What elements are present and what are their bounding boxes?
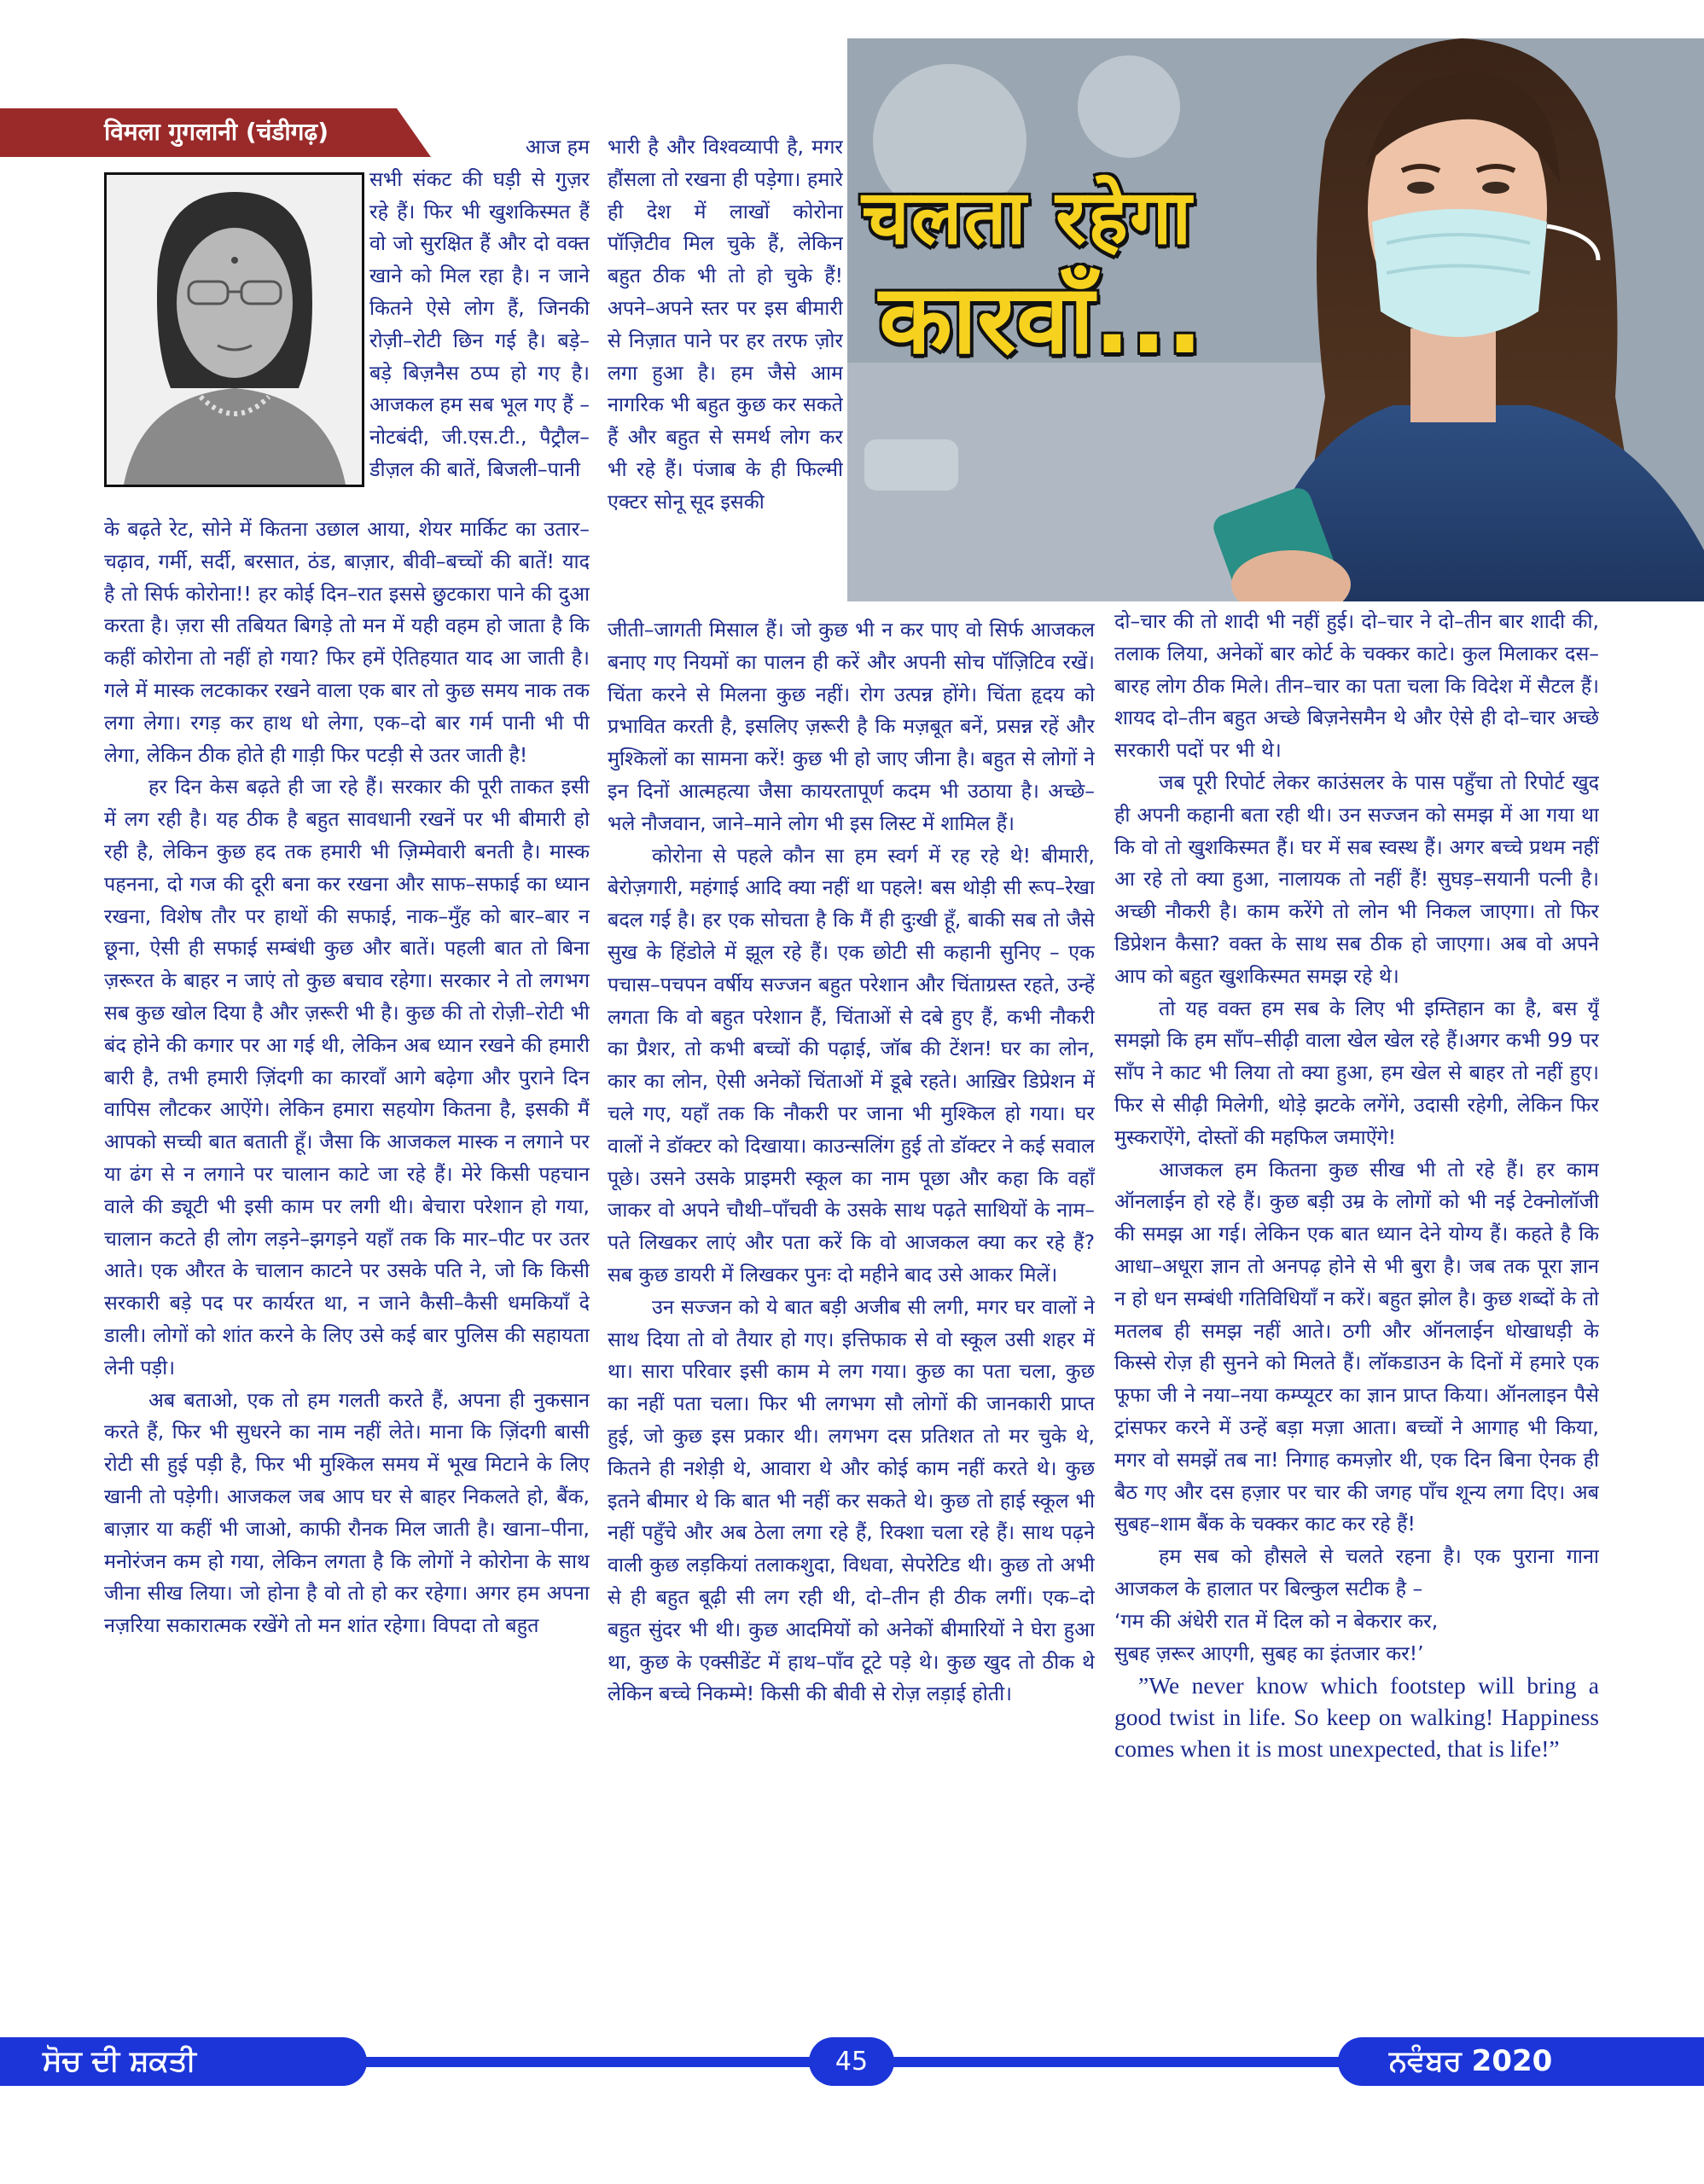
column-3-paragraph-4: आजकल हम कितना कुछ सीख भी तो रहे हैं। हर काम ऑनलाईन हो रहे हैं। कुछ बड़ी उम्र के लोगों को भी नई टेक्नोलॉजी की समझ आ गई। लेकिन एक बात ध्यान देने योग्य हैं। कहते है कि आधा–अधूरा ज्ञान तो अनपढ़ होने से भी बुरा है। जब तक पूरा ज्ञान न हो धन सम्बंधी गतिविधियाँ न करें। बहुत झोल है। कुछ शब्दों के तो मतलब ही समझ नहीं आते। ठगी और ऑनलाईन धोखाधड़ी के किस्से रोज़ ही सुनने को मिलते हैं। लॉकडाउन के दिनों में हमारे एक फूफा जी ने नया–नया कम्प्यूटर का ज्ञान प्राप्त किया। ऑनलाइन पैसे ट्रांसफर करने में उन्हें बड़ा मज़ा आता। बच्चों ने आगाह भी किया, मगर वो समझें तब ना! निगाह कमज़ोर थी, एक दिन बिना ऐनक ही बैठ गए और दस हज़ार पर चार की जगह पाँच शून्य लगा दिए। अब सुबह–शाम बैंक के चक्कर काट कर रहे हैं! — [1114, 1157, 1599, 1536]
author-name: विमला गुगलानी (चंडीगढ़) — [104, 118, 329, 146]
column-1-opening: आज हम — [525, 135, 590, 159]
column-2-paragraph-2: जीती–जागती मिसाल हैं। जो कुछ भी न कर पाए वो सिर्फ आजकल बनाए गए नियमों का पालन ही करें और अपनी सोच पॉज़िटिव रखें। चिंता करने से मिलना कुछ नहीं। रोग उत्पन्न होंगे। चिंता हृदय को प्रभावित करती है, इसलिए ज़रूरी है कि मज़बूत बनें, प्रसन्न रहें और मुश्किलों का सामना करें! कुछ भी हो जाए जीना है। बहुत से लोगों ने इन दिनों आत्महत्या जैसा कायरतापूर्ण कदम भी उठाया है। अच्छे–भले नौजवान, जाने–माने लोग भी इस लिस्ट में शामिल हैं। — [608, 618, 1095, 835]
column-3 — [1114, 606, 1599, 2025]
author-photo — [104, 172, 364, 487]
column-1-flow-top — [369, 164, 590, 486]
article-headline — [862, 171, 1340, 375]
column-1-paragraph-2: हर दिन केस बढ़ते ही जा रहे हैं। सरकार की पूरी ताकत इसी में लग रही है। यह ठीक है बहुत सावधानी रखनें पर भी बीमारी हो रही है, लेकिन कुछ हद तक हमारी भी ज़िम्मेवारी बनती है। मास्क पहनना, दो गज की दूरी बना कर रखना और साफ–सफाई का ध्यान रखना, विशेष तौर पर हाथों की सफाई, नाक–मुँह को बार–बार न छूना, ऐसी ही सफाई सम्बंधी कुछ और बातें। पहली बात तो बिना ज़रूरत के बाहर न जाएं तो कुछ बचाव रहेगा। सरकार ने तो लगभग सब कुछ खोल दिया है और ज़रूरी भी है। कुछ की तो रोज़ी–रोटी भी बंद होने की कगार पर आ गई थी, लेकिन अब ध्यान रखने की हमारी बारी है, तभी हमारी ज़िंदगी का कारवाँ आगे बढ़ेगा और पुराने दिन वापिस लौटकर आऐंगे। लेकिन हमारा सहयोग कितना है, इसकी मैं आपको सच्ची बात बताती हूँ। जैसा कि आजकल मास्क न लगाने पर या ढंग से न लगाने पर चालान काटे जा रहे हैं। मेरे किसी पहचान वाले की ड्यूटी भी इसी काम पर लगी थी। बेचारा परेशान हो गया, चालान कटते ही लोग लड़ने–झगड़ने यहाँ तक कि मार–पीट पर उतर आते। एक औरत के चालान काटने पर उसके पति ने, जो कि किसी सरकारी बड़े पद पर कार्यरत था, न जाने कैसी–कैसी धमकियाँ दे डाली। लोगों को शांत करने के लिए उसे कई बार पुलिस की सहायता लेनी पड़ी। — [104, 775, 590, 1380]
english-quote: ”We never know which footstep will bring a good twist in life. So keep on walking! Happiness comes when it is most unexpected, that is life!” — [1114, 1672, 1599, 1763]
column-2 — [608, 614, 1095, 2025]
column-1 — [104, 514, 590, 2025]
column-1-flow-bottom — [104, 514, 590, 771]
song-line-2: सुबह ज़रूर आएगी, सुबह का इंतजार कर!’ — [1114, 1641, 1424, 1665]
column-3-paragraph-3: तो यह वक्त हम सब के लिए भी इम्तिहान का है, बस यूँ समझो कि हम साँप–सीढ़ी वाला खेल खेल रहे हैं।अगर कभी 99 पर साँप ने काट भी लिया तो क्या हुआ, हम खेल से बाहर तो नहीं हुए। फिर से सीढ़ी मिलेगी, थोड़े झटके लगेंगे, उदासी रहेगी, लेकिन फिर मुस्कराऐंगे, दोस्तों की महफिल जमाऐंगे! — [1114, 996, 1599, 1149]
column-2-paragraph-4: उन सज्जन को ये बात बड़ी अजीब सी लगी, मगर घर वालों ने साथ दिया तो वो तैयार हो गए। इत्तिफाक से वो स्कूल उसी शहर में था। सारा परिवार इसी काम मे लग गया। कुछ का पता चला, कुछ का नहीं पता चला। फिर भी लगभग सौ लोगों की जानकारी प्राप्त हुई, जो कुछ इस प्रकार थी। लगभग दस प्रतिशत तो मर चुके थे, कितने ही नशेड़ी थे, आवारा थे और कोई काम नहीं करते थे। कुछ इतने बीमार थे कि बात भी नहीं कर सकते थे। कुछ तो हाई स्कूल भी नहीं पहुँचे और अब ठेला लगा रहे हैं, रिक्शा चला रहे हैं। साथ पढ़ने वाली कुछ लड़कियां तलाकशुदा, विधवा, सेपरेटिड थी। कुछ तो अभी से ही बहुत बूढ़ी सी लग रही थी, दो–तीन ही ठीक लगीं। एक–दो बहुत सुंदर भी थी। कुछ आदमियों को अनेकों बीमारियों ने घेरा हुआ था, कुछ के एक्सीडेंट में हाथ–पाँव टूटे पड़े थे। कुछ खुद तो ठीक थे लेकिन बच्चे निकम्मे! किसी की बीवी से रोज़ लड़ाई होती। — [608, 1294, 1095, 1706]
page-number-pill — [809, 2037, 894, 2086]
column-2-paragraph-3: कोरोना से पहले कौन सा हम स्वर्ग में रह रहे थे! बीमारी, बेरोज़गारी, महंगाई आदि क्या नहीं था पहले! बस थोड़ी सी रूप–रेखा बदल गई है। हर एक सोचता है कि मैं ही दुःखी हूँ, बाकी सब तो जैसे सुख के हिंडोले में झूल रहे हैं। एक छोटी सी कहानी सुनिए – एक पचास–पचपन वर्षीय सज्जन बहुत परेशान और चिंताग्रस्त रहते, उन्हें लगता कि वो बहुत परेशान हैं, चिंताओं से दबे हुए हैं, कभी नौकरी का प्रैशर, तो कभी बच्चों की पढ़ाई, जॉब की टेंशन! घर का लोन, कार का लोन, ऐसी अनेकों चिंताओं में डूबे रहते। आख़िर डिप्रेशन में चले गए, यहाँ तक कि नौकरी पर जाना भी मुश्किल हो गया। घर वालों ने डॉक्टर को दिखाया। काउन्सलिंग हुई तो डॉक्टर ने कई सवाल पूछे। उसने उसके प्राइमरी स्कूल का नाम पूछा और कहा कि वहाँ जाकर वो अपने चौथी–पाँचवी के उसके साथ पढ़ते साथियों के नाम–पते लिखकर लाएं और पता करें कि वो आजकल क्या कर रहे हैं? सब कुछ डायरी में लिखकर पुनः दो महीने बाद उसे आकर मिलें। — [608, 843, 1095, 1287]
headline-line-2: कारवाँ... — [879, 264, 1203, 375]
page-number: 45 — [835, 2047, 869, 2077]
footer-magazine-name-pill — [0, 2037, 367, 2086]
headline-line-1: चलता रहेगा — [862, 173, 1194, 261]
footer-date: ਨਵੰਬਰ 2020 — [1389, 2044, 1553, 2078]
footer-magazine-name: ਸੋਚ ਦੀ ਸ਼ਕਤੀ — [43, 2044, 196, 2078]
column-1-paragraph-3: अब बताओ, एक तो हम गलती करते हैं, अपना ही नुकसान करते हैं, फिर भी सुधरने का नाम नहीं लेते। माना कि ज़िंदगी बासी रोटी सी हुई पड़ी है, फिर भी मुश्किल समय में भूख मिटाने के लिए खानी तो पड़ेगी। आजकल जब आप घर से बाहर निकलते हो, बैंक, बाज़ार या कहीं भी जाओ, काफी रौनक मिल जाती है। खाना–पीना, मनोरंजन कम हो गया, लेकिन लगता है कि लोगों ने कोरोना के साथ जीना सीख लिया। जो होना है वो तो हो कर रहेगा। अगर हम अपना नज़रिया सकारात्मक रखेंगे तो मन शांत रहेगा। विपदा तो बहुत — [104, 1387, 590, 1638]
author-portrait — [107, 175, 362, 485]
column-3-paragraph-2: जब पूरी रिपोर्ट लेकर काउंसलर के पास पहुँचा तो रिपोर्ट खुद ही अपनी कहानी बता रही थी। उन सज्जन को समझ में आ गया था कि वो तो खुशकिस्मत हैं। घर में सब स्वस्थ हैं। अगर बच्चे प्रथम नहीं आ रहे तो क्या हुआ, नालायक तो नहीं हैं! सुघड़–सयानी पत्नी है। अच्छी नौकरी है। काम करेंगे तो लोन भी निकल जाएगा। तो फिर डिप्रेशन कैसा? वक्त के साथ सब ठीक हो जाएगा। अब वो अपने आप को बहुत खुशकिस्मत समझ रहे थे। — [1114, 770, 1599, 988]
song-line-1: ‘गम की अंधेरी रात में दिल को न बेकरार कर, — [1114, 1608, 1439, 1633]
column-2-paragraph-1: भारी है और विश्वव्यापी है, मगर हौंसला तो रखना ही पड़ेगा। हमारे ही देश में लाखों कोरोना पॉज़िटीव मिल चुके हैं, लेकिन बहुत ठीक भी तो हो चुके हैं! अपने–अपने स्तर पर इस बीमारी से निज़ात पाने पर हर तरफ ज़ोर लगा हुआ है। हम जैसे आम नागरिक भी बहुत कुछ कर सकते हैं और बहुत से समर्थ लोग कर भी रहे हैं। पंजाब के ही फिल्मी एक्टर सोनू सूद इसकी — [608, 135, 843, 514]
column-3-paragraph-1: दो–चार की तो शादी भी नहीं हुई। दो–चार ने दो–तीन बार शादी की, तलाक लिया, अनेकों बार कोर्ट के चक्कर काटे। कुल मिलाकर दस–बारह लोग ठीक मिले। तीन–चार का पता चला कि विदेश में सैटल हैं। शायद दो–तीन बहुत अच्छे बिज़नेसमैन थे और ऐसे ही दो–चार अच्छे सरकारी पदों पर भी थे। — [1114, 609, 1599, 763]
footer-date-pill — [1338, 2037, 1704, 2086]
column-1-top — [369, 131, 590, 513]
column-2-top — [608, 131, 843, 614]
column-1-paragraph-1-part-a: सभी संकट की घड़ी से गुज़र रहे हैं। फिर भी खुशकिस्मत हैं वो जो सुरक्षित हैं और दो वक्त खाने को मिल रहा है। न जाने कितने ऐसे लोग हैं, जिनकी रोज़ी–रोटी छिन गई है। बड़े–बड़े बिज़नैस ठप्प हो गए है। आजकल हम सब भूल गए हैं – नोटबंदी, जी.एस.टी., पैट्रौल–डीज़ल की बातें, बिजली–पानी — [369, 166, 590, 481]
column-3-paragraph-5: हम सब को हौसले से चलते रहना है। एक पुराना गाना आजकल के हालात पर बिल्कुल सटीक है – — [1114, 1544, 1599, 1600]
column-1-paragraph-1-part-b: के बढ़ते रेट, सोने में कितना उछाल आया, शेयर मार्किट का उतार–चढ़ाव, गर्मी, सर्दी, बरसात, ठंड, बाज़ार, बीवी–बच्चों की बातें! याद है तो सिर्फ कोरोना!! हर कोई दिन–रात इससे छुटकारा पाने की दुआ करता है। ज़रा सी तबियत बिगड़े तो मन में यही वहम हो जाता है कि कहीं कोरोना तो नहीं हो गया? फिर हमें ऐतिहयात याद आ जाती है। गले में मास्क लटकाकर रखने वाला एक बार तो कुछ समय नाक तक लगा लेगा। रगड़ कर हाथ धो लेगा, एक–दो बार गर्म पानी भी पी लेगा, लेकिन ठीक होते ही गाड़ी फिर पटड़ी से उतर जाती है! — [104, 517, 590, 767]
